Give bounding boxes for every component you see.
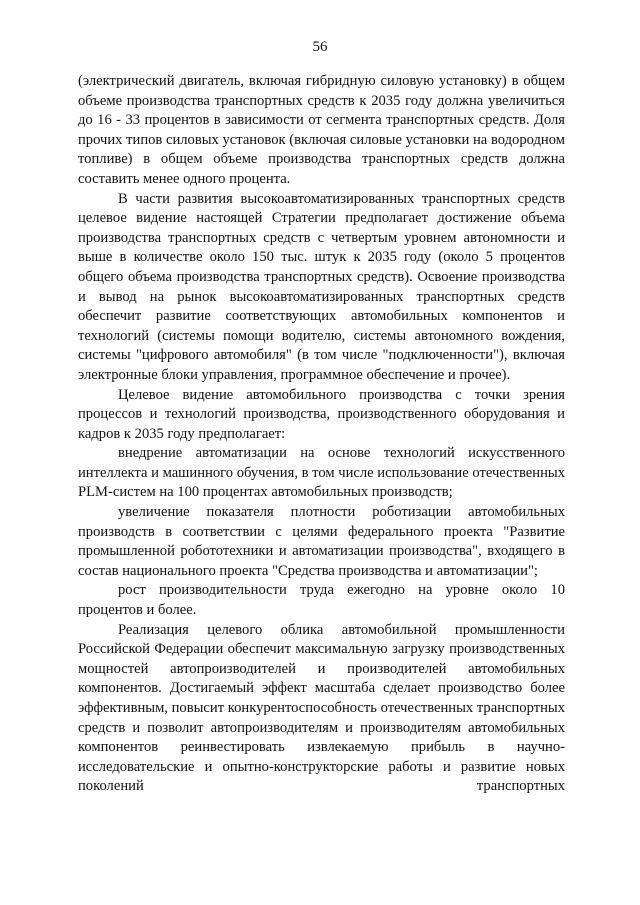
- list-item: увеличение показателя плотности роботизации автомобильных производств в соответствии с целями федерального проекта "Развитие промышленной робототехники и автоматизации производства", входящего в состав национального проекта "Средства производства и автоматизации";: [78, 504, 565, 579]
- paragraph: В части развития высокоавтоматизированных транспортных средств целевое видение настоящей Стратегии предполагает достижение объема производства транспортных средств с четвертым уровнем автономности и выше в количестве около 150 тыс. штук к 2035 году (около 5 процентов общего объема производства транспортных средств). Освоение производства и вывод на рынок высокоавтоматизированных транспортных средств обеспечит развитие соответствующих автомобильных компонентов и технологий (системы помощи водителю, системы автономного вождения, системы "цифрового автомобиля" (в том числе "подключенности"), включая электронные блоки управления, программное обеспечение и прочее).: [78, 190, 565, 383]
- list-item: рост производительности труда ежегодно на уровне около 10 процентов и более.: [78, 582, 565, 619]
- page-number: 56: [312, 39, 328, 55]
- paragraph: Реализация целевого облика автомобильной промышленности Российской Федерации обеспечит максимальную загрузку производственных мощностей автопроизводителей и производителей автомобильных компонентов. Достигаемый эффект масштаба сделает производство более эффективным, повысит конкурентоспособность отечественных транспортных средств и позволит автопроизводителям и производителям автомобильных компонентов реинвестировать извлекаемую прибыль в научно-исследовательские и опытно-конструкторские работы и развитие новых поколений транспортных: [78, 621, 565, 795]
- list-item: внедрение автоматизации на основе технологий искусственного интеллекта и машинного обучения, в том числе использование отечественных PLM-систем на 100 процентах автомобильных производств;: [78, 445, 565, 501]
- paragraph: (электрический двигатель, включая гибридную силовую установку) в общем объеме производства транспортных средств к 2035 году должна увеличиться до 16 - 33 процентов в зависимости от сегмента транспортных средств. Доля прочих типов силовых установок (включая силовые установки на водородном топливе) в общем объеме производства транспортных средств должна составить менее одного процента.: [78, 73, 565, 187]
- document-body: [78, 72, 565, 797]
- paragraph: Целевое видение автомобильного производства с точки зрения процессов и технологий производства, производственного оборудования и кадров к 2035 году предполагает:: [78, 386, 565, 442]
